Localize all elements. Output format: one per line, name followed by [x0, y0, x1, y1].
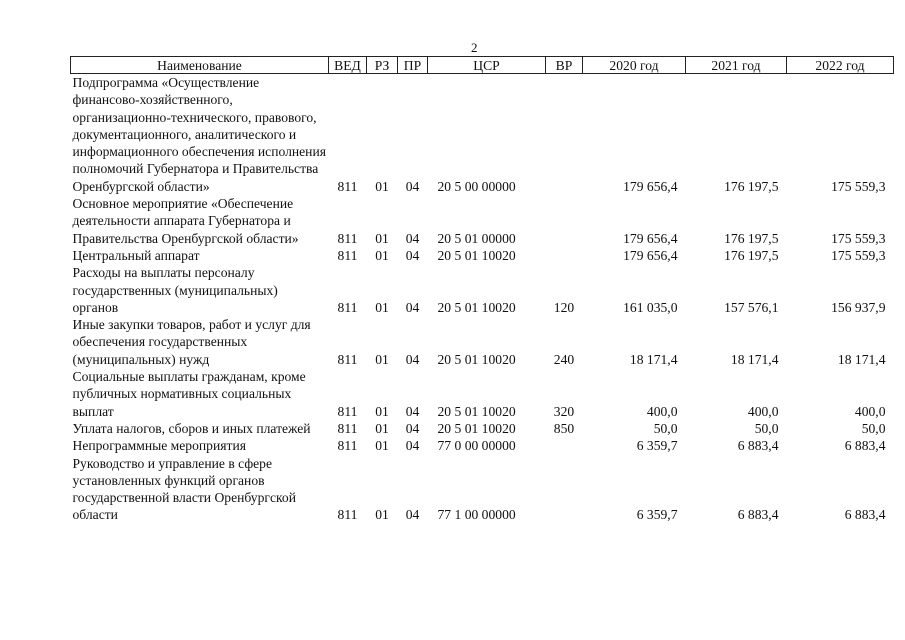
cell-y2021: 50,0 — [754, 420, 779, 436]
cell-y2022: 6 883,4 — [844, 438, 886, 454]
column-header-csr: ЦСР — [428, 57, 546, 74]
cell-name: Подпрограмма «Осуществление финансово-хозяйственного, организационно-технического, правового, документационного, аналитического и информационного обеспечения исполнения полномочий Губернатора и Правительства Оренбургской области» — [72, 75, 326, 194]
column-header-y2021: 2021 год — [686, 57, 787, 74]
cell-ved: 811 — [337, 299, 358, 315]
table-row — [71, 247, 894, 264]
cell-vr — [546, 247, 583, 264]
cell-vr — [546, 437, 583, 454]
cell-y2021: 6 883,4 — [737, 507, 779, 523]
column-header-name: Наименование — [71, 57, 329, 74]
cell-y2020: 179 656,4 — [623, 247, 678, 263]
cell-y2020: 179 656,4 — [623, 178, 678, 194]
cell-vr: 240 — [553, 351, 575, 367]
cell-name: Иные закупки товаров, работ и услуг для обеспечения государственных (муниципальных) нужд — [72, 317, 311, 367]
cell-csr: 20 5 01 10020 — [437, 403, 516, 419]
cell-y2021: 176 197,5 — [724, 230, 779, 246]
cell-rz: 01 — [375, 420, 389, 436]
cell-name: Руководство и управление в сфере установленных функций органов государственной власти Оренбургской области — [72, 455, 296, 523]
cell-vr: 320 — [553, 403, 575, 419]
cell-ved: 811 — [337, 420, 358, 436]
table-body — [71, 74, 894, 524]
cell-y2020: 400,0 — [646, 403, 678, 419]
cell-y2021: 18 171,4 — [730, 351, 779, 367]
cell-y2022: 175 559,3 — [831, 178, 886, 194]
cell-ved: 811 — [337, 403, 358, 419]
cell-name: Центральный аппарат — [72, 247, 200, 263]
cell-csr: 20 5 01 10020 — [437, 351, 516, 367]
cell-name: Основное мероприятие «Обеспечение деятельности аппарата Губернатора и Правительства Оренбургской области» — [72, 196, 299, 246]
column-header-y2020: 2020 год — [583, 57, 686, 74]
table-row — [71, 437, 894, 454]
column-header-pr: ПР — [398, 57, 428, 74]
cell-pr: 04 — [405, 403, 420, 419]
cell-pr: 04 — [405, 420, 420, 436]
cell-ved: 811 — [337, 507, 358, 523]
cell-rz: 01 — [375, 403, 389, 419]
table-row — [71, 455, 894, 524]
cell-vr — [546, 455, 583, 524]
cell-rz: 01 — [375, 351, 389, 367]
cell-rz: 01 — [375, 299, 389, 315]
table-row — [71, 264, 894, 316]
column-header-vr: ВР — [546, 57, 583, 74]
cell-y2022: 156 937,9 — [831, 299, 886, 315]
budget-table — [70, 56, 894, 524]
cell-rz: 01 — [375, 507, 389, 523]
cell-pr: 04 — [405, 230, 420, 246]
cell-csr: 20 5 01 00000 — [437, 230, 516, 246]
column-header-ved: ВЕД — [329, 57, 367, 74]
cell-vr: 850 — [553, 420, 575, 436]
cell-name: Социальные выплаты гражданам, кроме публичных нормативных социальных выплат — [72, 369, 306, 419]
cell-name: Непрограммные мероприятия — [72, 438, 246, 454]
table-row — [71, 420, 894, 437]
cell-y2020: 18 171,4 — [629, 351, 678, 367]
cell-vr — [546, 74, 583, 196]
cell-y2020: 50,0 — [653, 420, 678, 436]
cell-rz: 01 — [375, 230, 389, 246]
cell-vr: 120 — [553, 299, 575, 315]
cell-rz: 01 — [375, 178, 389, 194]
cell-y2020: 6 359,7 — [636, 507, 678, 523]
column-header-y2022: 2022 год — [787, 57, 894, 74]
table-row — [71, 316, 894, 368]
table-header — [71, 57, 894, 74]
cell-csr: 77 1 00 00000 — [437, 507, 516, 523]
cell-ved: 811 — [337, 351, 358, 367]
cell-y2022: 175 559,3 — [831, 247, 886, 263]
cell-y2022: 50,0 — [861, 420, 886, 436]
cell-y2022: 18 171,4 — [837, 351, 886, 367]
cell-pr: 04 — [405, 507, 420, 523]
cell-y2022: 400,0 — [854, 403, 886, 419]
cell-csr: 77 0 00 00000 — [437, 438, 516, 454]
cell-y2021: 176 197,5 — [724, 178, 779, 194]
cell-ved: 811 — [337, 247, 358, 263]
table-row — [71, 74, 894, 196]
column-header-rz: РЗ — [367, 57, 398, 74]
cell-ved: 811 — [337, 438, 358, 454]
cell-pr: 04 — [405, 247, 420, 263]
cell-y2022: 6 883,4 — [844, 507, 886, 523]
cell-y2021: 176 197,5 — [724, 247, 779, 263]
cell-pr: 04 — [405, 299, 420, 315]
cell-vr — [546, 195, 583, 247]
cell-rz: 01 — [375, 438, 389, 454]
cell-csr: 20 5 00 00000 — [437, 178, 516, 194]
cell-csr: 20 5 01 10020 — [437, 299, 516, 315]
cell-csr: 20 5 01 10020 — [437, 420, 516, 436]
cell-y2021: 400,0 — [747, 403, 779, 419]
page-number: 2 — [471, 40, 478, 55]
cell-ved: 811 — [337, 178, 358, 194]
cell-ved: 811 — [337, 230, 358, 246]
cell-pr: 04 — [405, 178, 420, 194]
cell-name: Расходы на выплаты персоналу государственных (муниципальных) органов — [72, 265, 278, 315]
cell-y2021: 157 576,1 — [724, 299, 779, 315]
cell-name: Уплата налогов, сборов и иных платежей — [72, 420, 311, 436]
table-row — [71, 195, 894, 247]
cell-pr: 04 — [405, 351, 420, 367]
cell-rz: 01 — [375, 247, 389, 263]
cell-csr: 20 5 01 10020 — [437, 247, 516, 263]
table-row — [71, 368, 894, 420]
cell-y2022: 175 559,3 — [831, 230, 886, 246]
cell-y2020: 6 359,7 — [636, 438, 678, 454]
cell-y2021: 6 883,4 — [737, 438, 779, 454]
cell-y2020: 161 035,0 — [623, 299, 678, 315]
cell-pr: 04 — [405, 438, 420, 454]
cell-y2020: 179 656,4 — [623, 230, 678, 246]
